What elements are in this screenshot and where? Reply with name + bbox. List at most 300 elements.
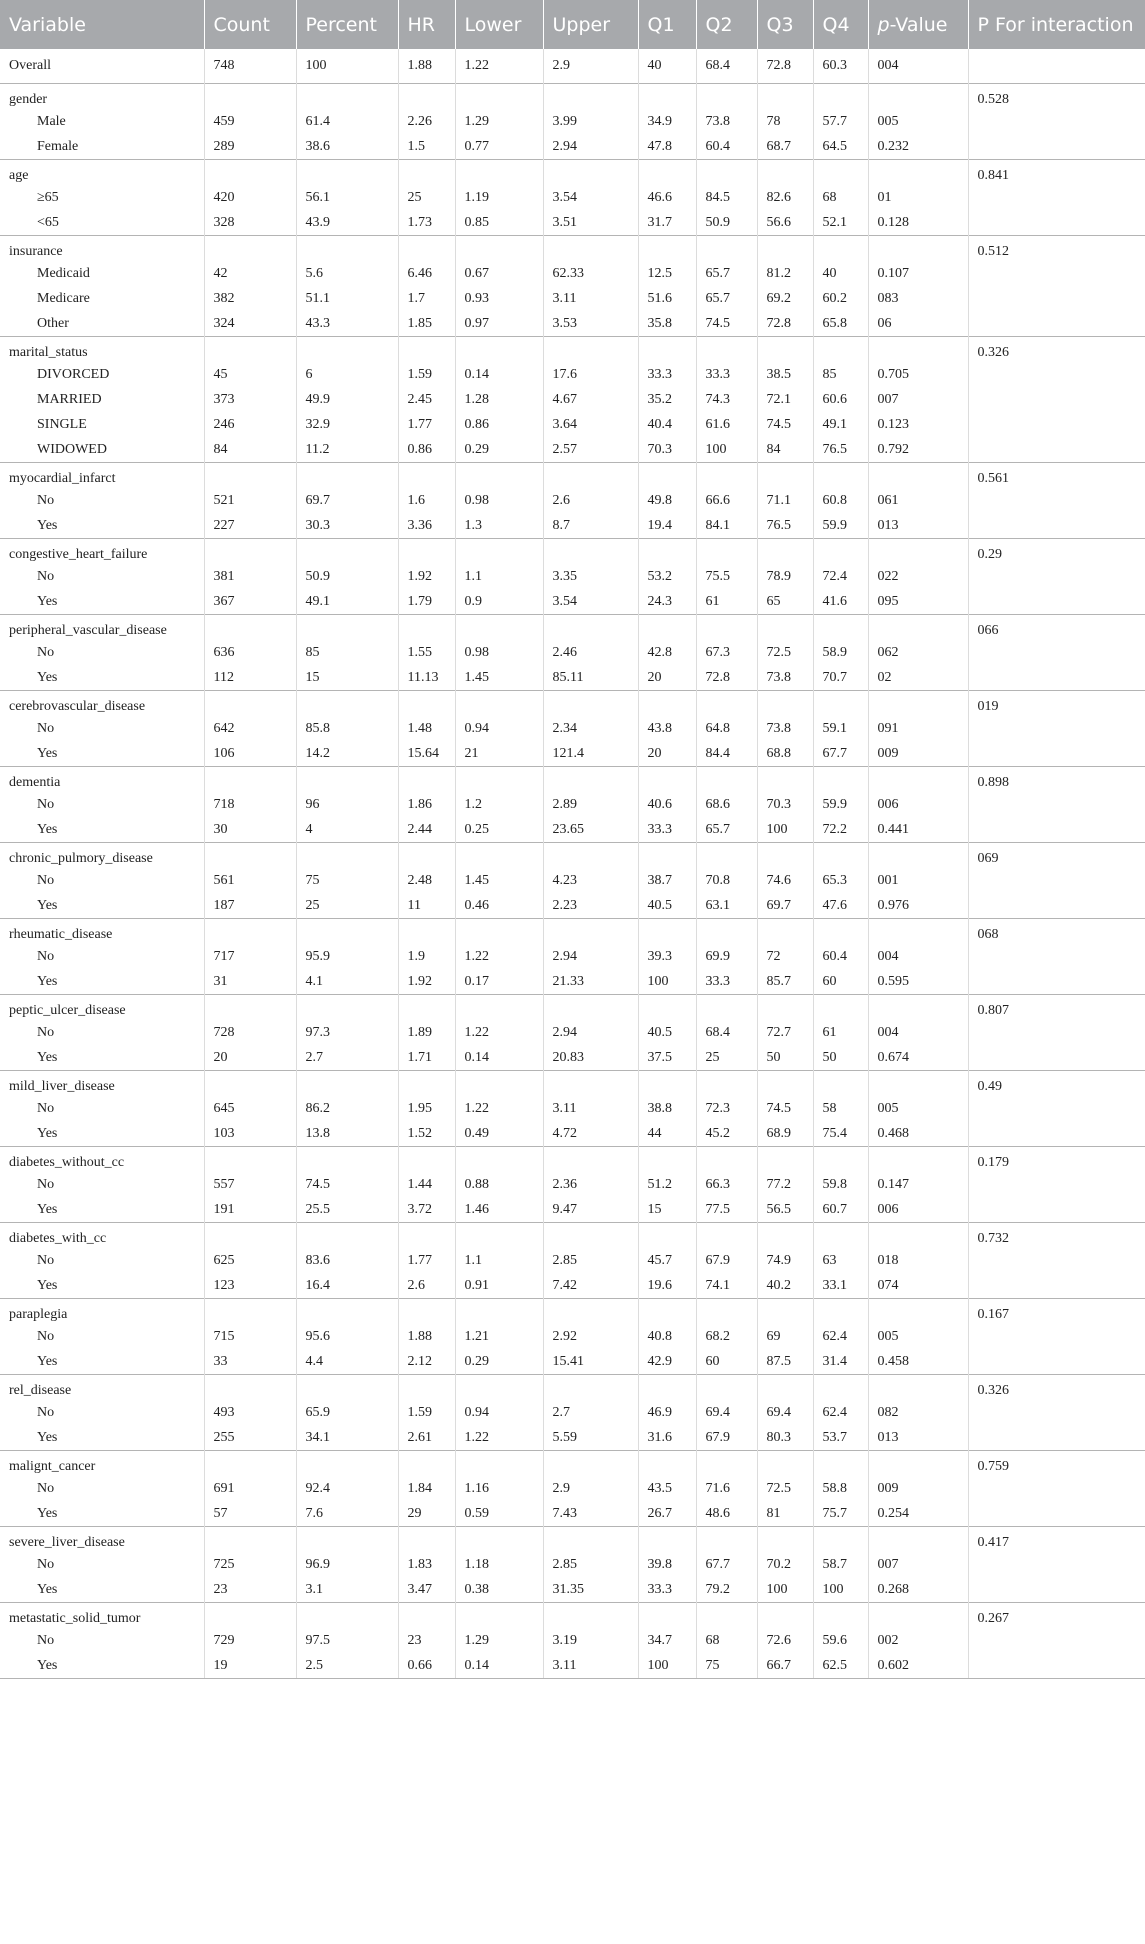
value-cell: 018 <box>868 1248 968 1273</box>
subgroup-label: No <box>37 721 55 736</box>
value-cell: 65.7 <box>696 817 757 843</box>
value-cell: 0.91 <box>455 1273 543 1299</box>
empty-cell <box>296 615 398 641</box>
value-cell: 72.5 <box>757 1476 813 1501</box>
p-interaction-cell: 0.179 <box>968 1147 1145 1173</box>
subgroup-label: No <box>37 1405 55 1420</box>
table-header <box>0 0 1145 49</box>
p-interaction-cell <box>968 944 1145 969</box>
empty-cell <box>638 615 696 641</box>
empty-cell <box>757 1375 813 1401</box>
value-cell: 72.4 <box>813 564 868 589</box>
empty-cell <box>204 236 296 262</box>
value-cell: 1.86 <box>398 792 455 817</box>
value-cell: 0.441 <box>868 817 968 843</box>
value-cell: 7.43 <box>543 1501 638 1527</box>
empty-cell <box>757 1603 813 1629</box>
empty-cell <box>398 995 455 1021</box>
empty-cell <box>204 1527 296 1553</box>
value-cell: 25 <box>296 893 398 919</box>
value-cell: 0.59 <box>455 1501 543 1527</box>
value-cell: 01 <box>868 185 968 210</box>
empty-cell <box>296 236 398 262</box>
value-cell: 0.29 <box>455 1349 543 1375</box>
table-row <box>0 362 1145 387</box>
value-cell: 0.66 <box>398 1653 455 1679</box>
empty-cell <box>638 1071 696 1097</box>
p-interaction-cell <box>968 185 1145 210</box>
value-cell: 72.8 <box>696 665 757 691</box>
table-row <box>0 1349 1145 1375</box>
value-cell: 2.36 <box>543 1172 638 1197</box>
value-cell: 1.85 <box>398 311 455 337</box>
p-interaction-cell: 0.898 <box>968 767 1145 793</box>
value-cell: 87.5 <box>757 1349 813 1375</box>
empty-cell <box>868 843 968 869</box>
value-cell: 005 <box>868 1096 968 1121</box>
value-cell: 1.22 <box>455 49 543 84</box>
p-interaction-cell <box>968 109 1145 134</box>
empty-cell <box>638 1527 696 1553</box>
table-row <box>0 1121 1145 1147</box>
value-cell: 84.4 <box>696 741 757 767</box>
value-cell: 61.6 <box>696 412 757 437</box>
p-interaction-cell <box>968 1121 1145 1147</box>
value-cell: 715 <box>204 1324 296 1349</box>
empty-cell <box>757 1223 813 1249</box>
empty-cell <box>398 1603 455 1629</box>
value-cell: 40.2 <box>757 1273 813 1299</box>
value-cell: 72.7 <box>757 1020 813 1045</box>
value-cell: 66.6 <box>696 488 757 513</box>
value-cell: 15.64 <box>398 741 455 767</box>
value-cell: 61 <box>696 589 757 615</box>
p-interaction-cell: 0.417 <box>968 1527 1145 1553</box>
value-cell: 0.85 <box>455 210 543 236</box>
value-cell: 324 <box>204 311 296 337</box>
value-cell: 76.5 <box>813 437 868 463</box>
empty-cell <box>543 337 638 363</box>
value-cell: 1.92 <box>398 969 455 995</box>
empty-cell <box>813 919 868 945</box>
empty-cell <box>543 84 638 110</box>
value-cell: 68.9 <box>757 1121 813 1147</box>
value-cell: 92.4 <box>296 1476 398 1501</box>
empty-cell <box>398 919 455 945</box>
p-interaction-cell <box>968 1476 1145 1501</box>
value-cell: 100 <box>638 1653 696 1679</box>
empty-cell <box>455 1451 543 1477</box>
value-cell: 0.976 <box>868 893 968 919</box>
table-row-group-header <box>0 1223 1145 1249</box>
value-cell: 642 <box>204 716 296 741</box>
empty-cell <box>757 995 813 1021</box>
value-cell: 5.6 <box>296 261 398 286</box>
value-cell: 85.7 <box>757 969 813 995</box>
value-cell: 3.11 <box>543 1653 638 1679</box>
value-cell: 66.7 <box>757 1653 813 1679</box>
table-row <box>0 1552 1145 1577</box>
empty-cell <box>696 337 757 363</box>
value-cell: 56.1 <box>296 185 398 210</box>
empty-cell <box>543 995 638 1021</box>
value-cell: 2.5 <box>296 1653 398 1679</box>
value-cell: 1.59 <box>398 362 455 387</box>
value-cell: 38.5 <box>757 362 813 387</box>
value-cell: 1.22 <box>455 1020 543 1045</box>
value-cell: 34.1 <box>296 1425 398 1451</box>
p-interaction-cell <box>968 437 1145 463</box>
empty-cell <box>455 236 543 262</box>
value-cell: 63 <box>813 1248 868 1273</box>
value-cell: 43.8 <box>638 716 696 741</box>
empty-cell <box>398 843 455 869</box>
table-row <box>0 1400 1145 1425</box>
empty-cell <box>813 1375 868 1401</box>
value-cell: 1.1 <box>455 1248 543 1273</box>
value-cell: 1.92 <box>398 564 455 589</box>
empty-cell <box>398 1375 455 1401</box>
empty-cell <box>868 1603 968 1629</box>
subgroup-label: No <box>37 1329 55 1344</box>
value-cell: 2.57 <box>543 437 638 463</box>
p-interaction-cell: 0.759 <box>968 1451 1145 1477</box>
value-cell: 074 <box>868 1273 968 1299</box>
value-cell: 1.22 <box>455 1096 543 1121</box>
table-row-overall <box>0 49 1145 84</box>
empty-cell <box>813 539 868 565</box>
value-cell: 75.5 <box>696 564 757 589</box>
empty-cell <box>455 767 543 793</box>
p-interaction-cell <box>968 1577 1145 1603</box>
value-cell: 013 <box>868 513 968 539</box>
value-cell: 60.8 <box>813 488 868 513</box>
empty-cell <box>296 539 398 565</box>
p-interaction-cell <box>968 665 1145 691</box>
empty-cell <box>757 1299 813 1325</box>
empty-cell <box>813 1603 868 1629</box>
group-label: chronic_pulmory_disease <box>0 843 204 869</box>
table-row-group-header <box>0 463 1145 489</box>
subgroup-label: No <box>37 1253 55 1268</box>
table-row-group-header <box>0 539 1145 565</box>
value-cell: 0.468 <box>868 1121 968 1147</box>
value-cell: 35.2 <box>638 387 696 412</box>
value-cell: 0.97 <box>455 311 543 337</box>
table-row <box>0 665 1145 691</box>
empty-cell <box>455 1223 543 1249</box>
column-header: Q2 <box>696 0 757 49</box>
group-label: rel_disease <box>0 1375 204 1401</box>
value-cell: 68 <box>813 185 868 210</box>
empty-cell <box>813 337 868 363</box>
empty-cell <box>543 767 638 793</box>
empty-cell <box>757 236 813 262</box>
p-interaction-cell <box>968 1501 1145 1527</box>
empty-cell <box>296 1147 398 1173</box>
value-cell: 15 <box>296 665 398 691</box>
empty-cell <box>398 1071 455 1097</box>
value-cell: 59.9 <box>813 792 868 817</box>
value-cell: 718 <box>204 792 296 817</box>
subgroup-label: Yes <box>37 746 58 761</box>
p-interaction-cell: 0.841 <box>968 160 1145 186</box>
value-cell: 42.9 <box>638 1349 696 1375</box>
value-cell: 56.6 <box>757 210 813 236</box>
subgroup-label: Yes <box>37 1354 58 1369</box>
table-row <box>0 210 1145 236</box>
value-cell: 2.89 <box>543 792 638 817</box>
value-cell: 62.5 <box>813 1653 868 1679</box>
value-cell: 1.21 <box>455 1324 543 1349</box>
value-cell: 74.5 <box>757 1096 813 1121</box>
value-cell: 34.7 <box>638 1628 696 1653</box>
table-row-group-header <box>0 236 1145 262</box>
value-cell: 67.7 <box>696 1552 757 1577</box>
value-cell: 38.7 <box>638 868 696 893</box>
value-cell: 009 <box>868 1476 968 1501</box>
p-interaction-cell <box>968 49 1145 84</box>
p-interaction-cell: 0.512 <box>968 236 1145 262</box>
value-cell: 006 <box>868 792 968 817</box>
value-cell: 717 <box>204 944 296 969</box>
value-cell: 21 <box>455 741 543 767</box>
empty-cell <box>638 1223 696 1249</box>
empty-cell <box>696 1451 757 1477</box>
value-cell: 49.1 <box>296 589 398 615</box>
p-interaction-cell <box>968 589 1145 615</box>
value-cell: 76.5 <box>757 513 813 539</box>
value-cell: 33.1 <box>813 1273 868 1299</box>
table-row <box>0 969 1145 995</box>
value-cell: 57.7 <box>813 109 868 134</box>
empty-cell <box>813 1223 868 1249</box>
value-cell: 2.23 <box>543 893 638 919</box>
subgroup-label: Yes <box>37 974 58 989</box>
value-cell: 0.98 <box>455 488 543 513</box>
value-cell: 72.6 <box>757 1628 813 1653</box>
value-cell: 75 <box>696 1653 757 1679</box>
value-cell: 42.8 <box>638 640 696 665</box>
empty-cell <box>868 539 968 565</box>
value-cell: 67.7 <box>813 741 868 767</box>
p-interaction-cell <box>968 1096 1145 1121</box>
p-interaction-cell: 0.49 <box>968 1071 1145 1097</box>
value-cell: 459 <box>204 109 296 134</box>
value-cell: 1.89 <box>398 1020 455 1045</box>
empty-cell <box>455 1603 543 1629</box>
value-cell: 191 <box>204 1197 296 1223</box>
table-row <box>0 944 1145 969</box>
empty-cell <box>204 1147 296 1173</box>
empty-cell <box>543 1071 638 1097</box>
value-cell: 67.9 <box>696 1425 757 1451</box>
value-cell: 1.88 <box>398 49 455 84</box>
value-cell: 50.9 <box>296 564 398 589</box>
value-cell: 74.1 <box>696 1273 757 1299</box>
value-cell: 38.6 <box>296 134 398 160</box>
p-interaction-cell: 0.326 <box>968 1375 1145 1401</box>
value-cell: 645 <box>204 1096 296 1121</box>
group-label: diabetes_without_cc <box>0 1147 204 1173</box>
p-interaction-cell <box>968 817 1145 843</box>
value-cell: 004 <box>868 944 968 969</box>
value-cell: 74.5 <box>296 1172 398 1197</box>
value-cell: 3.72 <box>398 1197 455 1223</box>
value-cell: 58.9 <box>813 640 868 665</box>
empty-cell <box>296 1603 398 1629</box>
value-cell: 3.36 <box>398 513 455 539</box>
value-cell: 1.3 <box>455 513 543 539</box>
value-cell: 46.6 <box>638 185 696 210</box>
value-cell: 75.7 <box>813 1501 868 1527</box>
value-cell: 40.4 <box>638 412 696 437</box>
value-cell: 33.3 <box>638 817 696 843</box>
value-cell: 45.2 <box>696 1121 757 1147</box>
value-cell: 289 <box>204 134 296 160</box>
table-row <box>0 1324 1145 1349</box>
empty-cell <box>543 539 638 565</box>
empty-cell <box>296 1071 398 1097</box>
value-cell: 35.8 <box>638 311 696 337</box>
subgroup-label: No <box>37 493 55 508</box>
group-label: age <box>0 160 204 186</box>
value-cell: 84 <box>204 437 296 463</box>
empty-cell <box>757 1527 813 1553</box>
empty-cell <box>204 337 296 363</box>
value-cell: 3.54 <box>543 185 638 210</box>
table-row <box>0 185 1145 210</box>
value-cell: 0.49 <box>455 1121 543 1147</box>
empty-cell <box>696 236 757 262</box>
empty-cell <box>757 843 813 869</box>
value-cell: 50 <box>813 1045 868 1071</box>
value-cell: 0.792 <box>868 437 968 463</box>
value-cell: 1.6 <box>398 488 455 513</box>
empty-cell <box>813 767 868 793</box>
empty-cell <box>543 160 638 186</box>
empty-cell <box>757 919 813 945</box>
empty-cell <box>543 1147 638 1173</box>
value-cell: 729 <box>204 1628 296 1653</box>
value-cell: 64.8 <box>696 716 757 741</box>
empty-cell <box>696 843 757 869</box>
value-cell: 2.45 <box>398 387 455 412</box>
table-row-group-header <box>0 843 1145 869</box>
value-cell: 0.14 <box>455 1045 543 1071</box>
value-cell: 69.2 <box>757 286 813 311</box>
empty-cell <box>296 1223 398 1249</box>
value-cell: 11 <box>398 893 455 919</box>
empty-cell <box>204 539 296 565</box>
empty-cell <box>696 919 757 945</box>
empty-cell <box>455 1299 543 1325</box>
empty-cell <box>638 1375 696 1401</box>
value-cell: 33.3 <box>638 362 696 387</box>
subgroup-label: Female <box>37 139 79 154</box>
empty-cell <box>204 1451 296 1477</box>
table-row <box>0 589 1145 615</box>
subgroup-label: No <box>37 1177 55 1192</box>
empty-cell <box>204 1071 296 1097</box>
table-row <box>0 1653 1145 1679</box>
value-cell: 85 <box>813 362 868 387</box>
table-body <box>0 49 1145 1679</box>
value-cell: 43.5 <box>638 1476 696 1501</box>
p-interaction-cell: 069 <box>968 843 1145 869</box>
value-cell: 0.46 <box>455 893 543 919</box>
value-cell: 062 <box>868 640 968 665</box>
value-cell: 1.2 <box>455 792 543 817</box>
value-cell: 748 <box>204 49 296 84</box>
value-cell: 72.2 <box>813 817 868 843</box>
value-cell: 3.47 <box>398 1577 455 1603</box>
value-cell: 73.8 <box>757 716 813 741</box>
table-row <box>0 741 1145 767</box>
value-cell: 2.12 <box>398 1349 455 1375</box>
value-cell: 59.1 <box>813 716 868 741</box>
empty-cell <box>813 1147 868 1173</box>
p-interaction-cell <box>968 1400 1145 1425</box>
value-cell: 53.2 <box>638 564 696 589</box>
p-interaction-cell <box>968 564 1145 589</box>
value-cell: 0.25 <box>455 817 543 843</box>
value-cell: 65 <box>757 589 813 615</box>
p-interaction-cell <box>968 210 1145 236</box>
value-cell: 86.2 <box>296 1096 398 1121</box>
empty-cell <box>543 236 638 262</box>
empty-cell <box>696 539 757 565</box>
value-cell: 0.93 <box>455 286 543 311</box>
empty-cell <box>757 84 813 110</box>
value-cell: 0.458 <box>868 1349 968 1375</box>
subgroup-label: ≥65 <box>37 190 59 205</box>
value-cell: 7.42 <box>543 1273 638 1299</box>
value-cell: 47.8 <box>638 134 696 160</box>
p-interaction-cell: 0.528 <box>968 84 1145 110</box>
value-cell: 7.6 <box>296 1501 398 1527</box>
value-cell: 84.1 <box>696 513 757 539</box>
value-cell: 636 <box>204 640 296 665</box>
subgroup-label: Yes <box>37 1278 58 1293</box>
value-cell: 2.7 <box>296 1045 398 1071</box>
p-interaction-cell <box>968 387 1145 412</box>
value-cell: 091 <box>868 716 968 741</box>
value-cell: 77.5 <box>696 1197 757 1223</box>
empty-cell <box>757 1071 813 1097</box>
group-label: peptic_ulcer_disease <box>0 995 204 1021</box>
value-cell: 33.3 <box>696 362 757 387</box>
empty-cell <box>813 1071 868 1097</box>
empty-cell <box>398 767 455 793</box>
value-cell: 56.5 <box>757 1197 813 1223</box>
empty-cell <box>868 236 968 262</box>
subgroup-label: SINGLE <box>37 417 87 432</box>
empty-cell <box>638 1299 696 1325</box>
value-cell: 0.595 <box>868 969 968 995</box>
empty-cell <box>868 84 968 110</box>
empty-cell <box>296 1375 398 1401</box>
value-cell: 1.48 <box>398 716 455 741</box>
empty-cell <box>204 615 296 641</box>
value-cell: 65.9 <box>296 1400 398 1425</box>
empty-cell <box>296 1451 398 1477</box>
value-cell: 2.26 <box>398 109 455 134</box>
value-cell: 367 <box>204 589 296 615</box>
value-cell: 420 <box>204 185 296 210</box>
value-cell: 4.72 <box>543 1121 638 1147</box>
value-cell: 49.8 <box>638 488 696 513</box>
